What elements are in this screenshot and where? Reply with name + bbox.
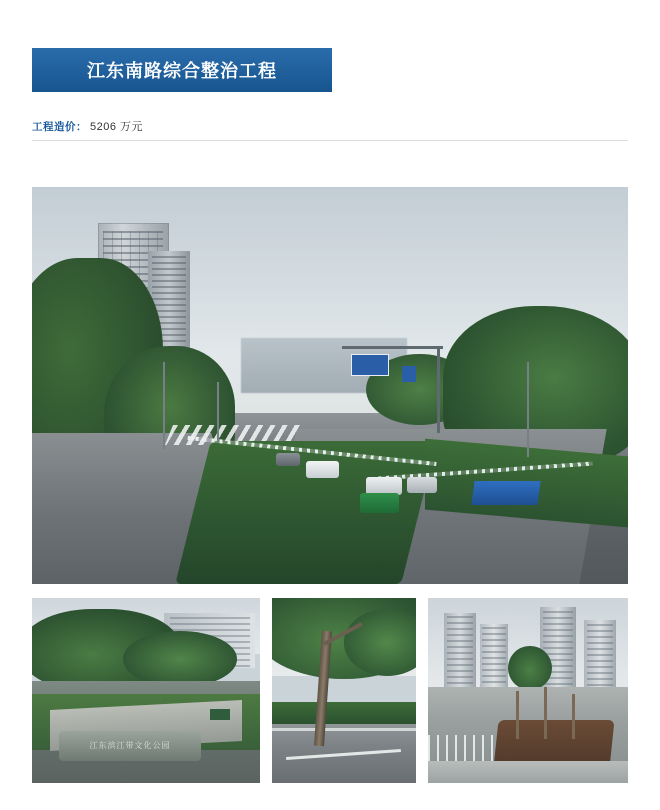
- new-greening-photo: [428, 598, 628, 783]
- cost-label: 工程造价：: [32, 121, 87, 133]
- street-lamp: [217, 382, 219, 442]
- vehicle: [366, 477, 402, 495]
- direction-sign: [351, 354, 389, 376]
- vehicle: [360, 493, 399, 513]
- curb-line: [272, 728, 416, 731]
- hedge-row: [272, 702, 416, 724]
- street-lamp: [527, 362, 529, 457]
- vehicle: [407, 477, 437, 493]
- tree-pavement-photo: [272, 598, 416, 783]
- high-rise-tower: [584, 620, 616, 687]
- sign-gantry-pole: [437, 346, 440, 433]
- sapling: [572, 694, 575, 738]
- sapling: [544, 687, 547, 739]
- tree-canopy-secondary: [123, 631, 237, 687]
- page-title: 江东南路综合整治工程: [87, 61, 277, 81]
- divider-rule: [32, 140, 628, 141]
- main-road-photo: [32, 187, 628, 584]
- walkway: [428, 761, 628, 783]
- inscribed-stone: [59, 731, 200, 761]
- project-cost: [32, 118, 143, 134]
- street-lamp: [163, 362, 165, 449]
- main-road-photo-scene: [32, 187, 628, 584]
- high-rise-tower: [480, 624, 508, 687]
- tree-pavement-scene: [272, 598, 416, 783]
- sign-gantry-arm: [342, 346, 443, 349]
- vehicle: [306, 461, 339, 478]
- park-plaza-photo: [32, 598, 260, 783]
- blue-tarp-structure: [471, 481, 540, 505]
- park-bench: [210, 709, 231, 720]
- direction-sign-small: [402, 366, 417, 382]
- high-rise-tower: [444, 613, 476, 687]
- project-title-banner: [32, 48, 332, 92]
- park-plaza-scene: [32, 598, 260, 783]
- stone-inscription: 江东滨江带文化公园: [89, 741, 171, 751]
- sapling: [516, 691, 519, 739]
- vehicle: [276, 453, 300, 466]
- cost-value: 5206 万元: [90, 121, 144, 133]
- new-greening-scene: [428, 598, 628, 783]
